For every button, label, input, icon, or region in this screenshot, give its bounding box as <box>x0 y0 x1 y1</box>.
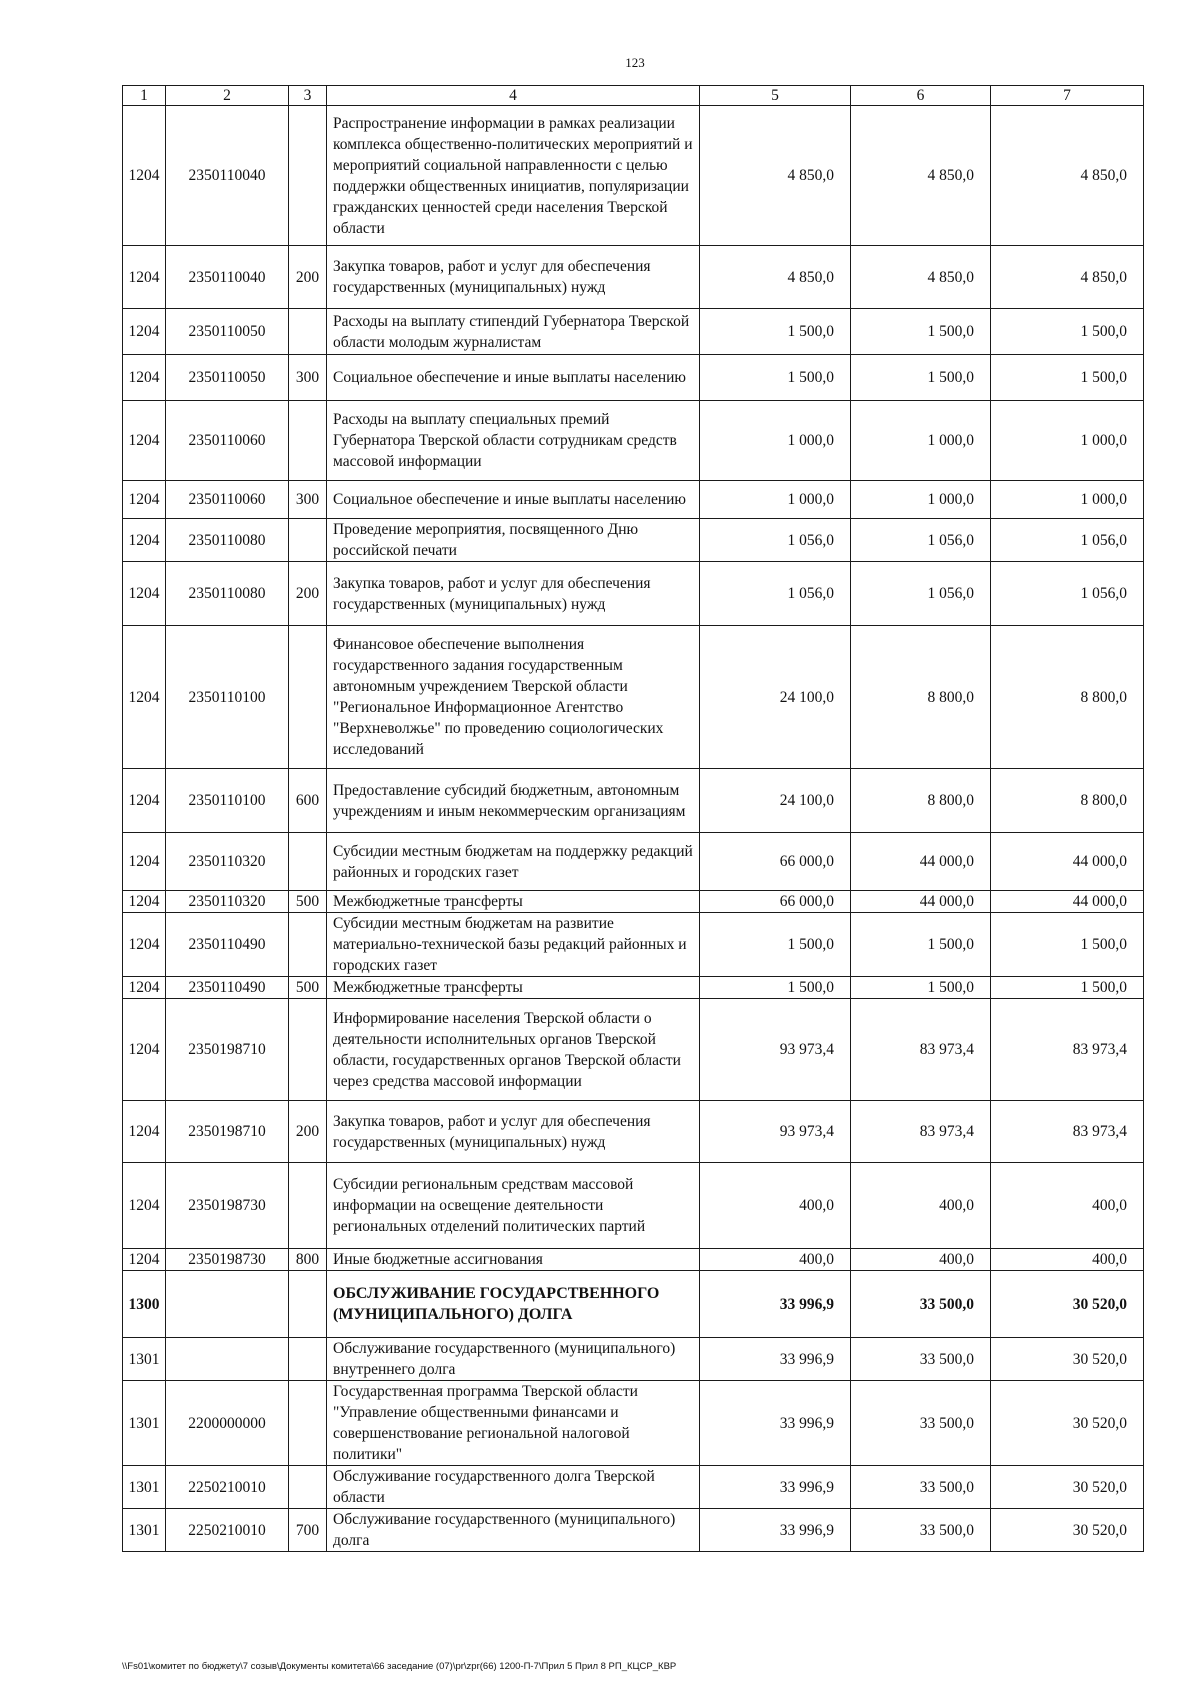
target-article-code-cell: 2350110320 <box>166 833 289 891</box>
amount-col7-cell: 83 973,4 <box>991 999 1144 1101</box>
amount-col5-cell: 66 000,0 <box>700 833 851 891</box>
table-row <box>123 1381 1144 1466</box>
amount-col7-cell: 1 056,0 <box>991 519 1144 562</box>
expense-name-cell: Государственная программа Тверской области "Управление общественными финансами и совершенствование региональной налоговой политики" <box>327 1381 700 1466</box>
expense-type-code-cell <box>289 1338 327 1381</box>
table-row <box>123 1338 1144 1381</box>
target-article-code-cell: 2350110060 <box>166 401 289 481</box>
expense-name-cell: Закупка товаров, работ и услуг для обеспечения государственных (муниципальных) нужд <box>327 246 700 309</box>
target-article-code-cell: 2350198730 <box>166 1249 289 1271</box>
expense-name-cell: Информирование населения Тверской области о деятельности исполнительных органов Тверской области, государственных органов Тверской области через средства массовой информации <box>327 999 700 1101</box>
amount-col6-cell: 400,0 <box>851 1163 991 1249</box>
target-article-code-cell: 2350198710 <box>166 999 289 1101</box>
amount-col7-cell: 83 973,4 <box>991 1101 1144 1163</box>
amount-col5-cell: 24 100,0 <box>700 626 851 769</box>
section-code-cell: 1204 <box>123 833 166 891</box>
expense-type-code-cell: 800 <box>289 1249 327 1271</box>
amount-col5-cell: 1 500,0 <box>700 913 851 977</box>
amount-col7-cell: 1 000,0 <box>991 481 1144 519</box>
table-body <box>123 106 1144 1552</box>
expense-name-cell: Обслуживание государственного (муниципального) внутреннего долга <box>327 1338 700 1381</box>
amount-col5-cell: 4 850,0 <box>700 246 851 309</box>
amount-col5-cell: 33 996,9 <box>700 1381 851 1466</box>
expense-name-cell: Субсидии местным бюджетам на поддержку редакций районных и городских газет <box>327 833 700 891</box>
table-row <box>123 833 1144 891</box>
expense-type-code-cell: 500 <box>289 977 327 999</box>
expense-type-code-cell <box>289 1163 327 1249</box>
column-header: 3 <box>289 86 327 106</box>
expense-type-code-cell <box>289 1271 327 1338</box>
expense-type-code-cell <box>289 519 327 562</box>
column-number-header-row <box>123 86 1144 106</box>
expense-name-cell: Межбюджетные трансферты <box>327 891 700 913</box>
page-number: 123 <box>625 55 645 70</box>
amount-col5-cell: 33 996,9 <box>700 1338 851 1381</box>
amount-col6-cell: 1 500,0 <box>851 355 991 401</box>
amount-col5-cell: 33 996,9 <box>700 1509 851 1552</box>
expense-type-code-cell: 500 <box>289 891 327 913</box>
amount-col6-cell: 33 500,0 <box>851 1466 991 1509</box>
expense-name-cell: Закупка товаров, работ и услуг для обеспечения государственных (муниципальных) нужд <box>327 1101 700 1163</box>
expense-type-code-cell <box>289 913 327 977</box>
amount-col6-cell: 8 800,0 <box>851 626 991 769</box>
target-article-code-cell: 2350110050 <box>166 355 289 401</box>
column-header: 6 <box>851 86 991 106</box>
amount-col6-cell: 33 500,0 <box>851 1381 991 1466</box>
table-row <box>123 1163 1144 1249</box>
expense-type-code-cell <box>289 106 327 246</box>
expense-type-code-cell: 300 <box>289 481 327 519</box>
expense-type-code-cell <box>289 1381 327 1466</box>
target-article-code-cell: 2350110050 <box>166 309 289 355</box>
amount-col7-cell: 4 850,0 <box>991 106 1144 246</box>
expense-type-code-cell: 200 <box>289 246 327 309</box>
amount-col6-cell: 4 850,0 <box>851 246 991 309</box>
section-code-cell: 1204 <box>123 1249 166 1271</box>
expense-name-cell: Закупка товаров, работ и услуг для обеспечения государственных (муниципальных) нужд <box>327 562 700 626</box>
expense-type-code-cell <box>289 1466 327 1509</box>
table-row <box>123 481 1144 519</box>
amount-col5-cell: 33 996,9 <box>700 1271 851 1338</box>
amount-col6-cell: 400,0 <box>851 1249 991 1271</box>
column-header: 4 <box>327 86 700 106</box>
expense-type-code-cell <box>289 833 327 891</box>
target-article-code-cell <box>166 1338 289 1381</box>
amount-col5-cell: 33 996,9 <box>700 1466 851 1509</box>
amount-col6-cell: 4 850,0 <box>851 106 991 246</box>
amount-col5-cell: 1 000,0 <box>700 401 851 481</box>
expense-type-code-cell <box>289 401 327 481</box>
amount-col7-cell: 1 000,0 <box>991 401 1144 481</box>
amount-col7-cell: 8 800,0 <box>991 769 1144 833</box>
amount-col5-cell: 93 973,4 <box>700 999 851 1101</box>
amount-col6-cell: 1 000,0 <box>851 401 991 481</box>
expense-name-cell: Иные бюджетные ассигнования <box>327 1249 700 1271</box>
expense-name-cell: Предоставление субсидий бюджетным, автономным учреждениям и иным некоммерческим организациям <box>327 769 700 833</box>
section-code-cell: 1204 <box>123 519 166 562</box>
expense-name-cell: Межбюджетные трансферты <box>327 977 700 999</box>
amount-col5-cell: 1 500,0 <box>700 355 851 401</box>
amount-col6-cell: 1 056,0 <box>851 519 991 562</box>
expense-name-cell: Расходы на выплату специальных премий Губернатора Тверской области сотрудникам средств массовой информации <box>327 401 700 481</box>
section-code-cell: 1301 <box>123 1509 166 1552</box>
section-code-cell: 1204 <box>123 355 166 401</box>
section-code-cell: 1301 <box>123 1381 166 1466</box>
amount-col7-cell: 1 500,0 <box>991 977 1144 999</box>
expense-name-cell: Проведение мероприятия, посвященного Дню российской печати <box>327 519 700 562</box>
table-row <box>123 562 1144 626</box>
expense-type-code-cell <box>289 999 327 1101</box>
target-article-code-cell: 2350198710 <box>166 1101 289 1163</box>
section-code-cell: 1204 <box>123 1101 166 1163</box>
section-code-cell: 1204 <box>123 769 166 833</box>
amount-col7-cell: 1 500,0 <box>991 355 1144 401</box>
amount-col7-cell: 400,0 <box>991 1163 1144 1249</box>
amount-col6-cell: 1 056,0 <box>851 562 991 626</box>
expense-type-code-cell: 600 <box>289 769 327 833</box>
expense-name-cell: Распространение информации в рамках реализации комплекса общественно-политических мероприятий и мероприятий социальной направленности с целью поддержки общественных инициатив, популяризации гражданских ценностей среди населения Тверской области <box>327 106 700 246</box>
amount-col7-cell: 30 520,0 <box>991 1509 1144 1552</box>
table-row <box>123 626 1144 769</box>
amount-col7-cell: 1 056,0 <box>991 562 1144 626</box>
amount-col5-cell: 66 000,0 <box>700 891 851 913</box>
section-code-cell: 1204 <box>123 481 166 519</box>
section-code-cell: 1204 <box>123 309 166 355</box>
target-article-code-cell: 2350198730 <box>166 1163 289 1249</box>
table-row <box>123 1509 1144 1552</box>
section-code-cell: 1204 <box>123 999 166 1101</box>
column-header: 7 <box>991 86 1144 106</box>
target-article-code-cell: 2350110100 <box>166 626 289 769</box>
amount-col6-cell: 33 500,0 <box>851 1509 991 1552</box>
expense-type-code-cell: 300 <box>289 355 327 401</box>
table-row <box>123 355 1144 401</box>
amount-col5-cell: 24 100,0 <box>700 769 851 833</box>
amount-col5-cell: 1 500,0 <box>700 309 851 355</box>
section-code-cell: 1204 <box>123 1163 166 1249</box>
column-header: 5 <box>700 86 851 106</box>
amount-col5-cell: 1 000,0 <box>700 481 851 519</box>
table-row <box>123 309 1144 355</box>
amount-col7-cell: 400,0 <box>991 1249 1144 1271</box>
amount-col6-cell: 1 500,0 <box>851 913 991 977</box>
expense-type-code-cell: 200 <box>289 1101 327 1163</box>
section-code-cell: 1301 <box>123 1338 166 1381</box>
amount-col7-cell: 1 500,0 <box>991 913 1144 977</box>
target-article-code-cell: 2350110080 <box>166 519 289 562</box>
target-article-code-cell: 2350110040 <box>166 106 289 246</box>
expense-name-cell: Субсидии региональным средствам массовой информации на освещение деятельности региональных отделений политических партий <box>327 1163 700 1249</box>
target-article-code-cell <box>166 1271 289 1338</box>
expense-name-cell: ОБСЛУЖИВАНИЕ ГОСУДАРСТВЕННОГО (МУНИЦИПАЛЬНОГО) ДОЛГА <box>327 1271 700 1338</box>
amount-col7-cell: 8 800,0 <box>991 626 1144 769</box>
section-code-cell: 1204 <box>123 626 166 769</box>
file-path-footer: \\Fs01\комитет по бюджету\7 созыв\Документы комитета\66 заседание (07)\pr\zpr(66) 1200-П-7\Прил 5 Прил 8 РП_КЦСР_КВР <box>122 1661 677 1672</box>
amount-col5-cell: 1 056,0 <box>700 519 851 562</box>
amount-col5-cell: 1 500,0 <box>700 977 851 999</box>
amount-col7-cell: 44 000,0 <box>991 891 1144 913</box>
amount-col5-cell: 4 850,0 <box>700 106 851 246</box>
amount-col6-cell: 44 000,0 <box>851 833 991 891</box>
expense-name-cell: Субсидии местным бюджетам на развитие материально-технической базы редакций районных и городских газет <box>327 913 700 977</box>
amount-col7-cell: 30 520,0 <box>991 1381 1144 1466</box>
table-row <box>123 913 1144 977</box>
table-row <box>123 519 1144 562</box>
amount-col6-cell: 1 500,0 <box>851 977 991 999</box>
amount-col7-cell: 1 500,0 <box>991 309 1144 355</box>
amount-col5-cell: 93 973,4 <box>700 1101 851 1163</box>
expense-name-cell: Обслуживание государственного долга Тверской области <box>327 1466 700 1509</box>
section-code-cell: 1204 <box>123 977 166 999</box>
expense-name-cell: Обслуживание государственного (муниципального) долга <box>327 1509 700 1552</box>
table-row <box>123 246 1144 309</box>
target-article-code-cell: 2350110100 <box>166 769 289 833</box>
amount-col6-cell: 1 500,0 <box>851 309 991 355</box>
section-code-cell: 1204 <box>123 913 166 977</box>
amount-col6-cell: 44 000,0 <box>851 891 991 913</box>
table-row <box>123 891 1144 913</box>
table-row <box>123 769 1144 833</box>
expense-type-code-cell: 200 <box>289 562 327 626</box>
table-row <box>123 1101 1144 1163</box>
amount-col6-cell: 33 500,0 <box>851 1338 991 1381</box>
target-article-code-cell: 2350110490 <box>166 977 289 999</box>
target-article-code-cell: 2250210010 <box>166 1466 289 1509</box>
amount-col6-cell: 83 973,4 <box>851 999 991 1101</box>
budget-table <box>122 85 1144 1552</box>
section-code-cell: 1204 <box>123 106 166 246</box>
target-article-code-cell: 2350110060 <box>166 481 289 519</box>
table-row <box>123 1271 1144 1338</box>
target-article-code-cell: 2350110040 <box>166 246 289 309</box>
table-row <box>123 1466 1144 1509</box>
amount-col5-cell: 400,0 <box>700 1163 851 1249</box>
target-article-code-cell: 2350110080 <box>166 562 289 626</box>
expense-name-cell: Расходы на выплату стипендий Губернатора Тверской области молодым журналистам <box>327 309 700 355</box>
section-code-cell: 1204 <box>123 891 166 913</box>
expense-name-cell: Финансовое обеспечение выполнения государственного задания государственным автономным учреждением Тверской области "Региональное Информационное Агентство "Верхневолжье" по проведению социологических исследований <box>327 626 700 769</box>
amount-col5-cell: 400,0 <box>700 1249 851 1271</box>
column-header: 2 <box>166 86 289 106</box>
target-article-code-cell: 2200000000 <box>166 1381 289 1466</box>
expense-name-cell: Социальное обеспечение и иные выплаты населению <box>327 481 700 519</box>
amount-col6-cell: 33 500,0 <box>851 1271 991 1338</box>
column-header: 1 <box>123 86 166 106</box>
amount-col7-cell: 30 520,0 <box>991 1338 1144 1381</box>
amount-col6-cell: 1 000,0 <box>851 481 991 519</box>
expense-type-code-cell <box>289 309 327 355</box>
amount-col6-cell: 8 800,0 <box>851 769 991 833</box>
amount-col5-cell: 1 056,0 <box>700 562 851 626</box>
table-row <box>123 1249 1144 1271</box>
amount-col6-cell: 83 973,4 <box>851 1101 991 1163</box>
section-code-cell: 1300 <box>123 1271 166 1338</box>
expense-name-cell: Социальное обеспечение и иные выплаты населению <box>327 355 700 401</box>
table-row <box>123 999 1144 1101</box>
expense-type-code-cell <box>289 626 327 769</box>
amount-col7-cell: 4 850,0 <box>991 246 1144 309</box>
target-article-code-cell: 2350110490 <box>166 913 289 977</box>
amount-col7-cell: 44 000,0 <box>991 833 1144 891</box>
amount-col7-cell: 30 520,0 <box>991 1271 1144 1338</box>
table-row <box>123 106 1144 246</box>
section-code-cell: 1204 <box>123 246 166 309</box>
section-code-cell: 1301 <box>123 1466 166 1509</box>
target-article-code-cell: 2350110320 <box>166 891 289 913</box>
section-code-cell: 1204 <box>123 401 166 481</box>
table-row <box>123 977 1144 999</box>
table-row <box>123 401 1144 481</box>
amount-col7-cell: 30 520,0 <box>991 1466 1144 1509</box>
section-code-cell: 1204 <box>123 562 166 626</box>
expense-type-code-cell: 700 <box>289 1509 327 1552</box>
target-article-code-cell: 2250210010 <box>166 1509 289 1552</box>
